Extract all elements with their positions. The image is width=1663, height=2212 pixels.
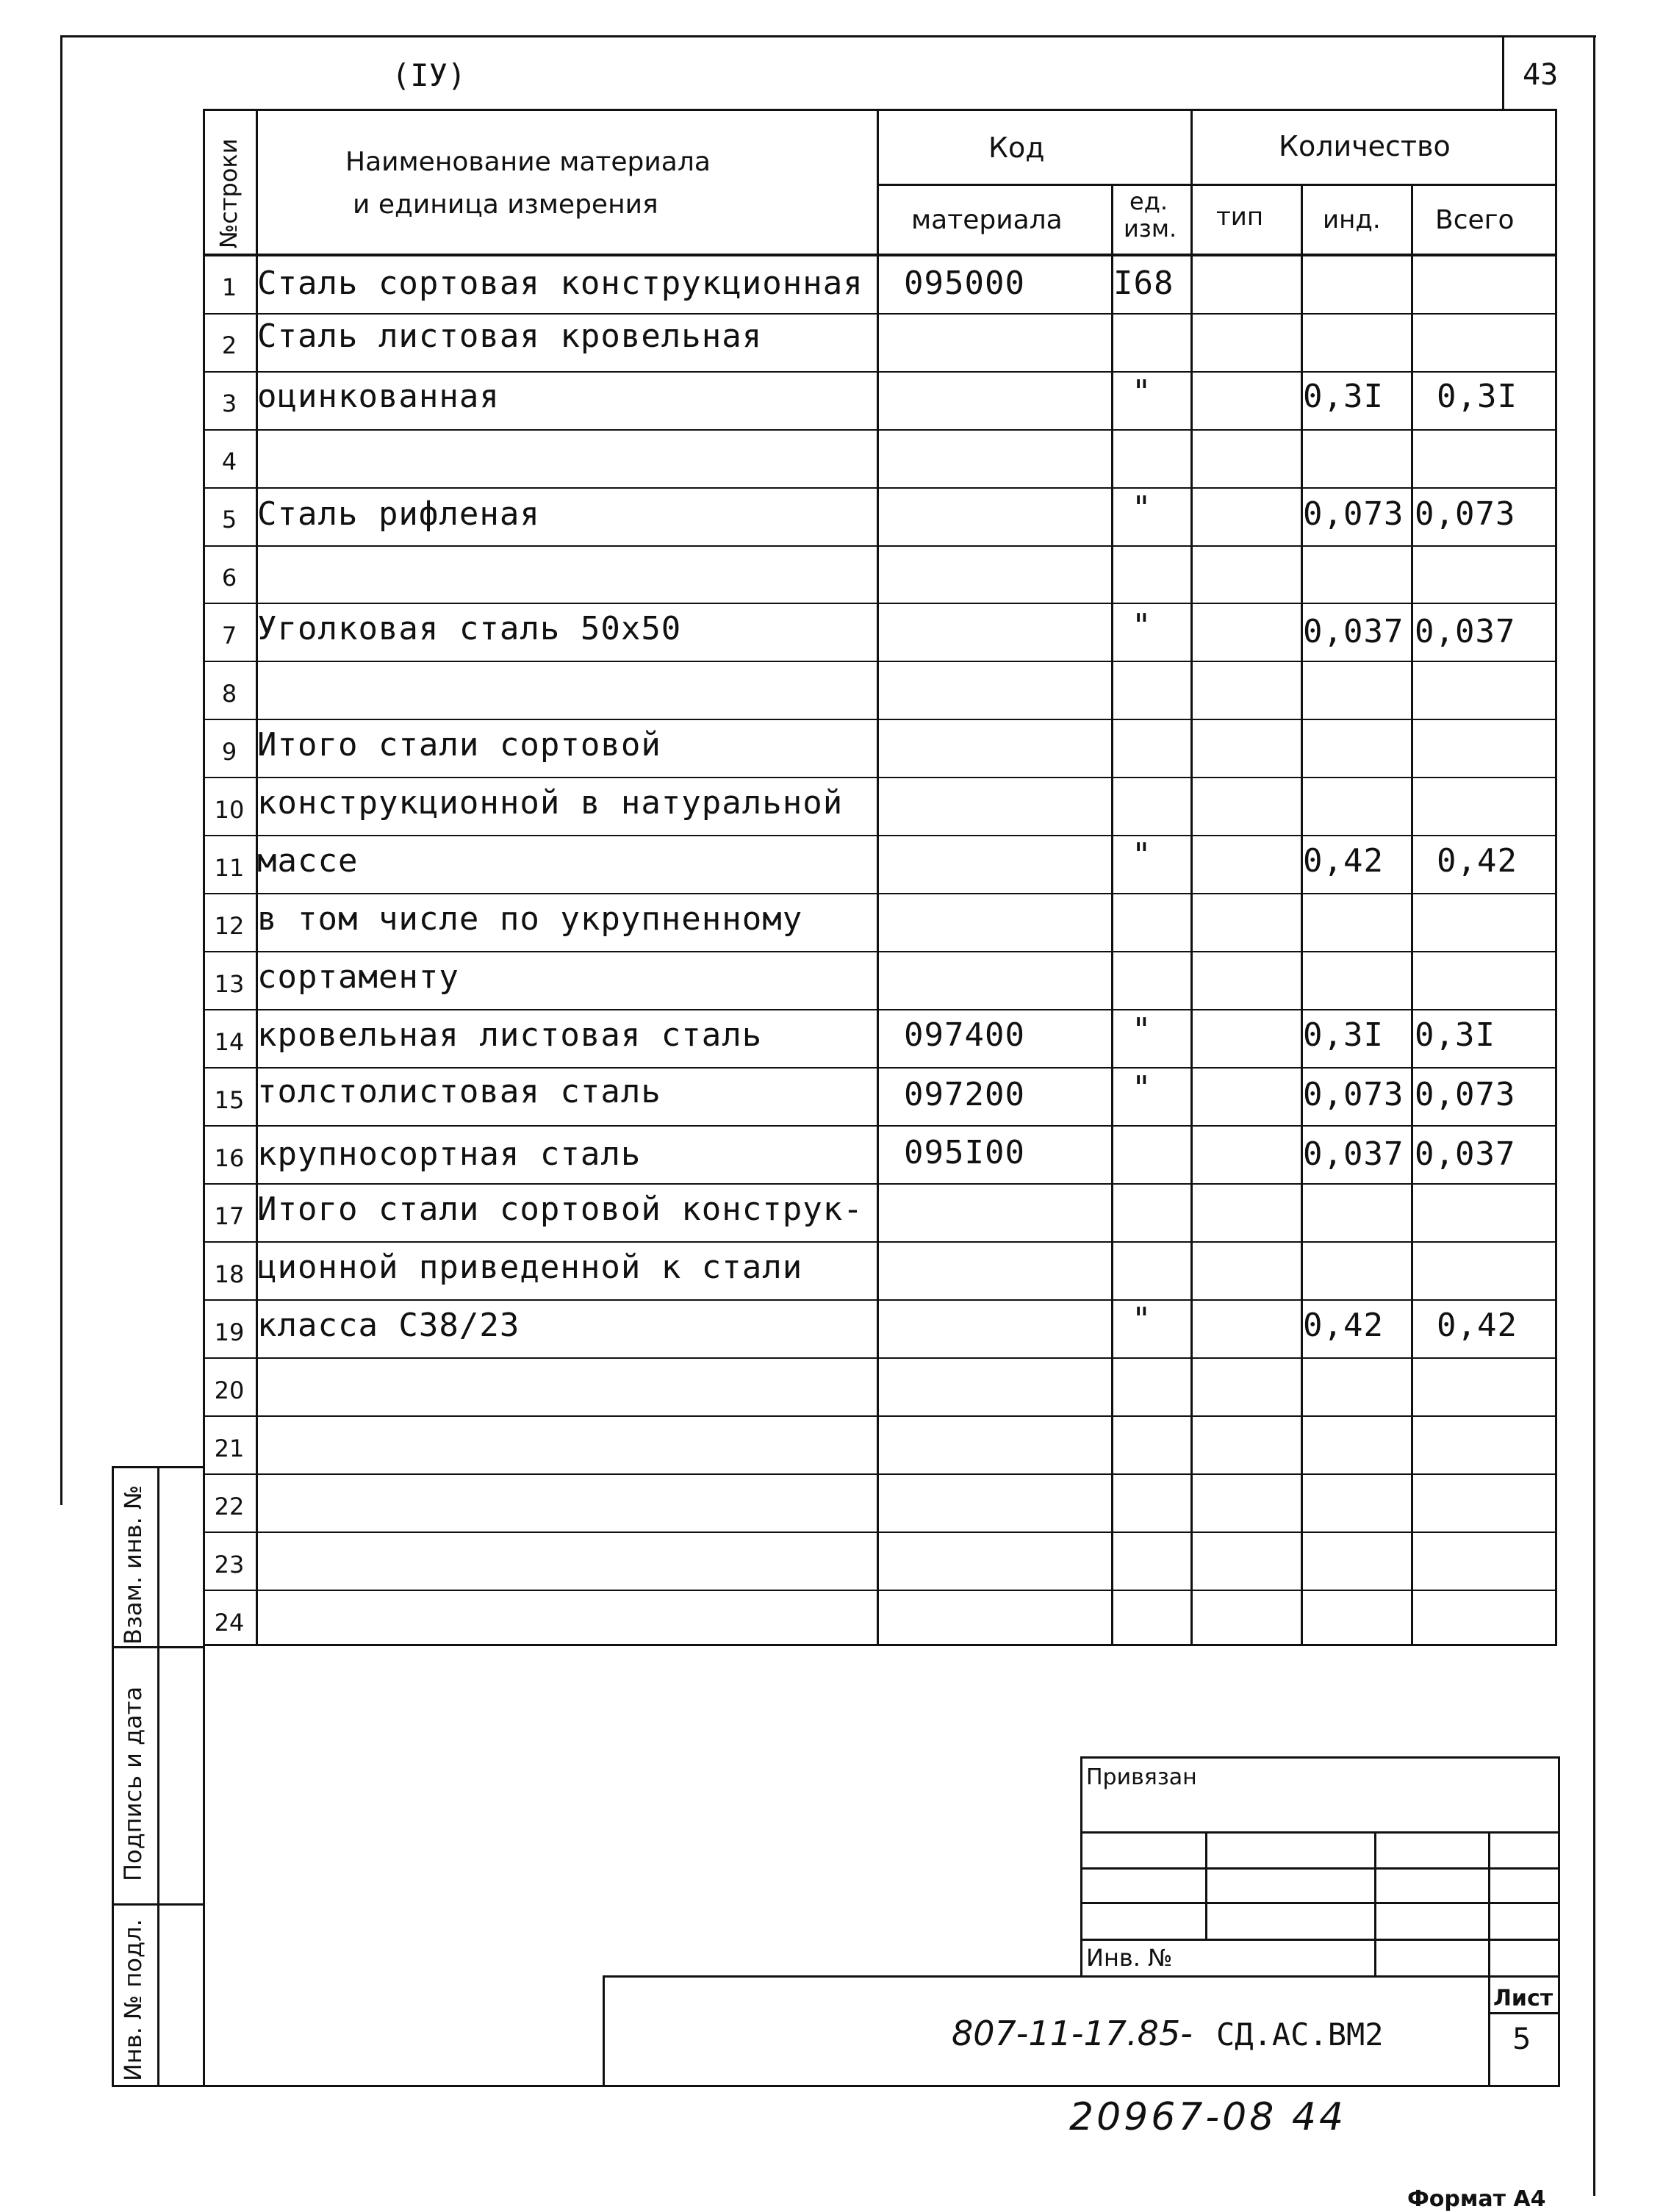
- stamp-sheet-number: 5: [1512, 2022, 1531, 2056]
- row-name: конструкционной в натуральной: [257, 784, 844, 822]
- section-mark: (IУ): [392, 57, 467, 93]
- header-name-line2: и единица измерения: [353, 190, 658, 220]
- stamp-inv-no: Инв. №: [1086, 1944, 1173, 1972]
- row-name: массе: [257, 842, 359, 880]
- row-name: сортаменту: [257, 958, 459, 996]
- row-line: [203, 487, 1557, 489]
- qty-col-line: [1190, 109, 1193, 1645]
- row-name: ционной приведенной к стали: [257, 1249, 803, 1286]
- row-code: 095000: [904, 265, 1025, 302]
- page-number-box-left: [1502, 35, 1504, 110]
- side-label-vzam: Взам. инв. №: [119, 1484, 147, 1645]
- header-name-line1: Наименование материала: [345, 147, 711, 177]
- row-number: 21: [214, 1434, 245, 1462]
- row-number: 6: [221, 564, 237, 592]
- row-ind: 0,037: [1303, 613, 1404, 650]
- row-number: 5: [221, 506, 237, 534]
- row-line: [203, 1009, 1557, 1010]
- row-ind: 0,3I: [1303, 378, 1384, 415]
- row-total: 0,073: [1415, 495, 1516, 533]
- row-number: 10: [214, 796, 245, 824]
- row-unit: ": [1132, 373, 1152, 411]
- side-sep1: [112, 1646, 204, 1648]
- header-qty-type: тип: [1216, 202, 1264, 231]
- row-total: 0,037: [1415, 613, 1516, 650]
- row-name: Сталь сортовая конструкционная: [257, 265, 863, 302]
- row-unit: I68: [1113, 265, 1174, 302]
- row-number: 23: [214, 1551, 245, 1579]
- header-qty-total: Всего: [1435, 205, 1515, 235]
- header-bottom-line: [203, 254, 1557, 256]
- row-code: 097400: [904, 1016, 1025, 1054]
- row-line: [203, 1241, 1557, 1243]
- stamp-right: [1558, 1756, 1560, 2087]
- stamp-privyazan: Привязан: [1086, 1764, 1197, 1790]
- header-code: Код: [988, 132, 1045, 164]
- stamp-v1: [1205, 1831, 1207, 1940]
- code-col-line: [877, 109, 879, 1645]
- row-unit: ": [1132, 836, 1152, 874]
- row-name: Сталь рифленая: [257, 495, 540, 533]
- row-total: 0,3I: [1415, 1016, 1495, 1054]
- row-number: 24: [214, 1609, 245, 1637]
- row-ind: 0,3I: [1303, 1016, 1384, 1054]
- stamp-title-top: [603, 1975, 1559, 1978]
- row-line: [203, 1473, 1557, 1475]
- row-total: 0,037: [1415, 1135, 1516, 1173]
- format-label: Формат А4: [1407, 2186, 1546, 2212]
- archive-number: 20967-08 44: [1069, 2095, 1347, 2139]
- row-line: [203, 1357, 1557, 1359]
- row-number: 18: [214, 1260, 245, 1288]
- stamp-sheet-sep: [1488, 2012, 1559, 2014]
- side-top: [112, 1466, 204, 1468]
- row-name: Сталь листовая кровельная: [257, 317, 763, 355]
- header-quantity: Количество: [1279, 130, 1451, 162]
- stamp-top: [1080, 1756, 1559, 1759]
- row-line: [203, 1299, 1557, 1301]
- row-line: [203, 893, 1557, 894]
- row-line: [203, 719, 1557, 720]
- header-unit-line1: ед.: [1129, 187, 1168, 215]
- row-line: [203, 1067, 1557, 1069]
- stamp-left: [1080, 1756, 1082, 1977]
- row-line: [203, 1590, 1557, 1591]
- row-total: 0,42: [1437, 1307, 1517, 1344]
- header-subrow-line: [877, 184, 1557, 186]
- row-code: 097200: [904, 1076, 1025, 1113]
- row-name: класса С38/23: [257, 1307, 520, 1344]
- row-name: Уголковая сталь 50х50: [257, 610, 682, 647]
- side-label-inv-podl: Инв. № подл.: [119, 1919, 147, 2081]
- side-col-mid: [157, 1466, 159, 2087]
- row-line: [203, 661, 1557, 662]
- row-total: 0,073: [1415, 1076, 1516, 1113]
- row-number: 7: [221, 622, 237, 650]
- row-line: [203, 545, 1557, 547]
- frame-right: [1593, 35, 1595, 2196]
- row-number: 17: [214, 1202, 245, 1230]
- row-line: [203, 1125, 1557, 1127]
- row-line: [203, 1531, 1557, 1533]
- row-total: 0,42: [1437, 842, 1517, 880]
- header-code-material: материала: [911, 205, 1063, 235]
- row-number: 19: [214, 1318, 245, 1346]
- row-number: 13: [214, 970, 245, 998]
- row-name: оцинкованная: [257, 378, 500, 415]
- row-number: 9: [221, 738, 237, 766]
- row-ind: 0,42: [1303, 842, 1384, 880]
- row-line: [203, 777, 1557, 778]
- side-sep2: [112, 1903, 204, 1906]
- row-number: 22: [214, 1493, 245, 1520]
- row-line: [203, 1415, 1557, 1417]
- row-name: в том числе по укрупненному: [257, 900, 803, 938]
- table-top-line: [203, 109, 1557, 111]
- row-line: [203, 313, 1557, 315]
- stamp-sheet-label: Лист: [1493, 1986, 1554, 2011]
- stamp-v2: [1374, 1831, 1376, 1977]
- row-line: [203, 603, 1557, 604]
- side-bottom: [112, 2085, 1559, 2087]
- row-ind: 0,073: [1303, 1076, 1404, 1113]
- unit-col-line: [1111, 184, 1113, 1645]
- row-name: кровельная листовая сталь: [257, 1016, 763, 1054]
- row-name: толстолистовая сталь: [257, 1073, 661, 1110]
- row-line: [203, 951, 1557, 952]
- row-line: [203, 371, 1557, 373]
- row-total: 0,3I: [1437, 378, 1517, 415]
- row-unit: ": [1132, 1011, 1152, 1049]
- frame-left: [60, 35, 62, 1505]
- row-number: 11: [214, 854, 245, 882]
- total-col-line: [1411, 184, 1413, 1645]
- stamp-v3: [1488, 1831, 1490, 2087]
- stamp-doc-code-typed: СД.АС.ВМ2: [1216, 2017, 1384, 2053]
- header-unit-line2: изм.: [1124, 215, 1177, 243]
- row-number: 4: [221, 448, 237, 475]
- row-number: 20: [214, 1376, 245, 1404]
- row-number: 8: [221, 680, 237, 708]
- row-unit: ": [1132, 489, 1152, 527]
- row-ind: 0,037: [1303, 1135, 1404, 1173]
- side-label-podpis: Подпись и дата: [119, 1686, 147, 1881]
- table-bottom-line: [203, 1644, 1557, 1646]
- header-row-number: №строки: [215, 138, 243, 248]
- row-number: 14: [214, 1028, 245, 1056]
- row-name: Итого стали сортовой: [257, 726, 661, 764]
- stamp-doc-code-hand: 807-11-17.85-: [952, 2014, 1193, 2053]
- header-qty-ind: инд.: [1323, 205, 1381, 234]
- row-line: [203, 835, 1557, 836]
- row-unit: ": [1132, 607, 1152, 644]
- row-number: 3: [221, 389, 237, 417]
- row-line: [203, 1183, 1557, 1185]
- page-number: 43: [1523, 58, 1559, 92]
- row-code: 095I00: [904, 1134, 1025, 1171]
- stamp-title-left: [603, 1975, 605, 2086]
- row-number: 12: [214, 912, 245, 940]
- row-number: 16: [214, 1144, 245, 1172]
- row-ind: 0,42: [1303, 1307, 1384, 1344]
- row-name: Итого стали сортовой конструк-: [257, 1191, 863, 1228]
- row-unit: ": [1132, 1069, 1152, 1107]
- row-number: 2: [221, 331, 237, 359]
- row-number: 1: [221, 273, 237, 301]
- row-number: 15: [214, 1086, 245, 1114]
- table-right-line: [1555, 109, 1557, 1645]
- row-ind: 0,073: [1303, 495, 1404, 533]
- row-name: крупносортная сталь: [257, 1135, 642, 1173]
- side-col-left: [112, 1466, 114, 2087]
- row-unit: ": [1132, 1301, 1152, 1338]
- row-line: [203, 429, 1557, 431]
- frame-top: [60, 35, 1596, 37]
